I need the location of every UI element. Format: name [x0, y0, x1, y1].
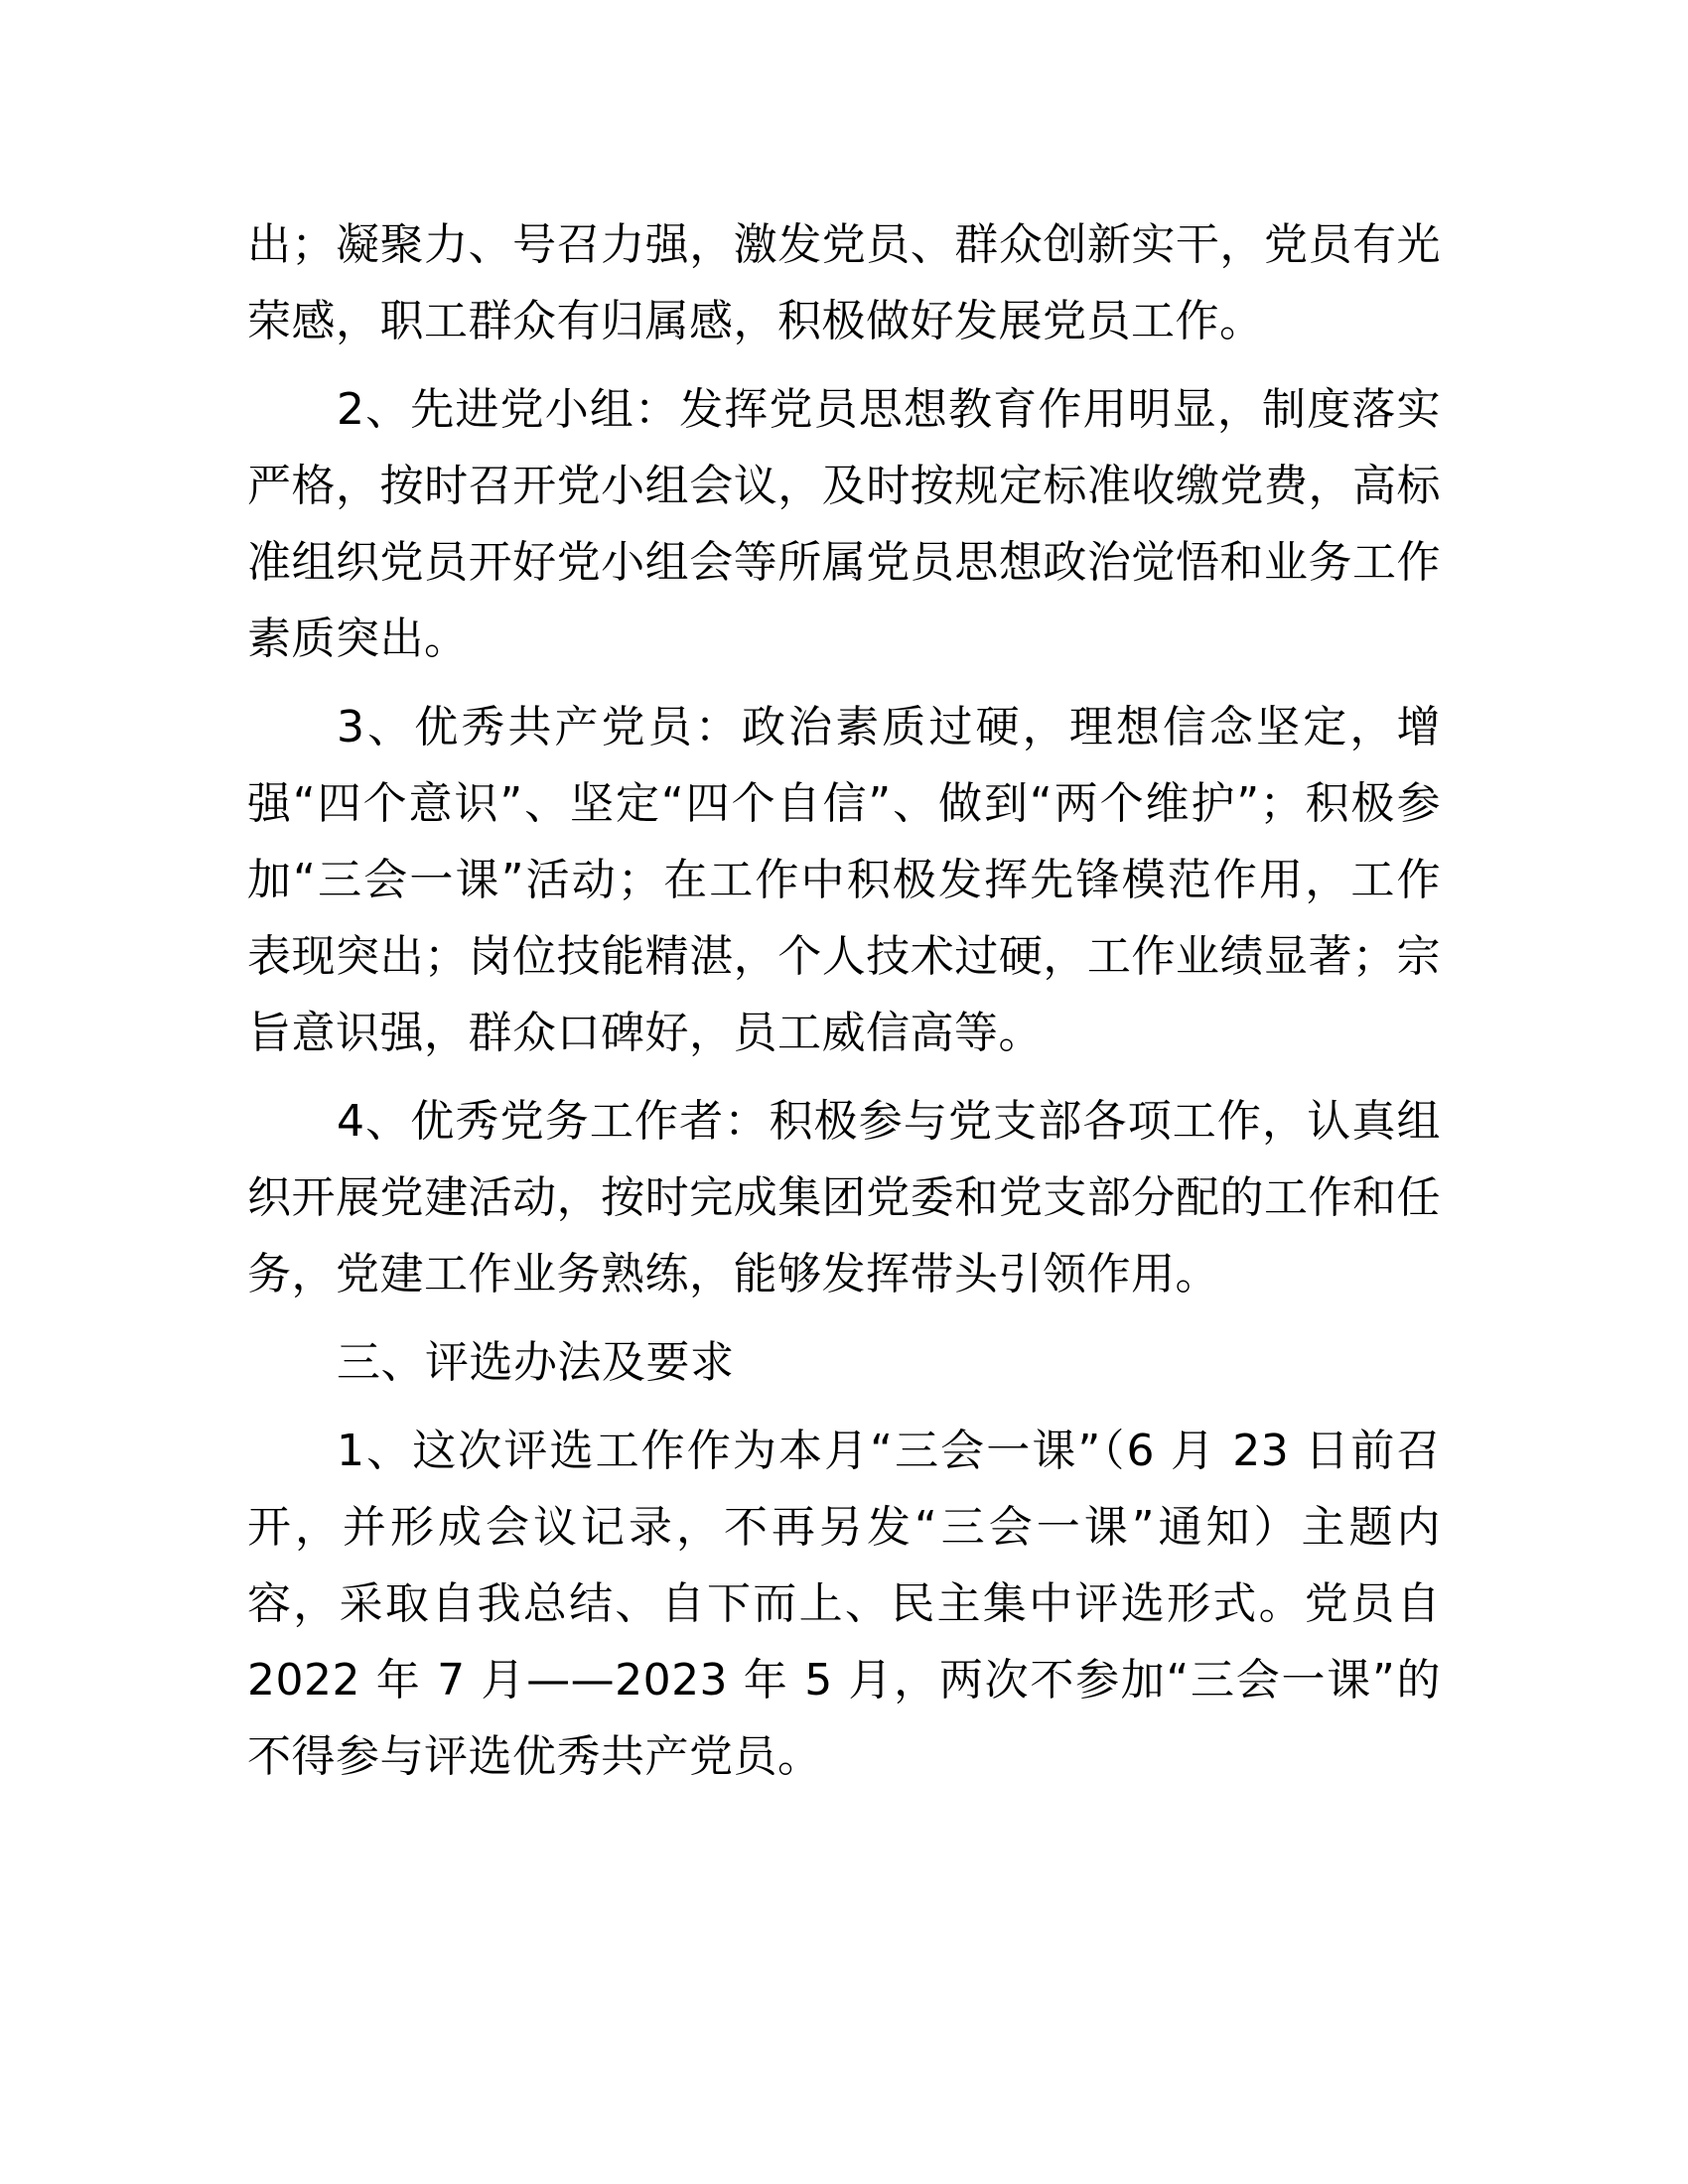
- document-body: [247, 206, 1441, 1807]
- section-heading-selection-method: 三、评选办法及要求: [337, 1337, 735, 1388]
- paragraph-continuation: 出；凝聚力、号召力强，激发党员、群众创新实干，党员有光荣感，职工群众有归属感，积极做好发展党员工作。: [247, 219, 1441, 346]
- paragraph-outstanding-party-worker: 4、优秀党务工作者：积极参与党支部各项工作，认真组织开展党建活动，按时完成集团党委和党支部分配的工作和任务，党建工作业务熟练，能够发挥带头引领作用。: [247, 1096, 1441, 1299]
- paragraph-selection-requirements: 1、这次评选工作作为本月“三会一课”（6 月 23 日前召开，并形成会议记录，不再另发“三会一课”通知）主题内容，采取自我总结、自下而上、民主集中评选形式。党员自 2022 年 7 月——2023 年 5 月，两次不参加“三会一课”的不得参与评选优秀共产党员。: [247, 1426, 1441, 1782]
- paragraph-outstanding-party-member: 3、优秀共产党员：政治素质过硬，理想信念坚定，增强“四个意识”、坚定“四个自信”、做到“两个维护”；积极参加“三会一课”活动；在工作中积极发挥先锋模范作用，工作表现突出；岗位技能精湛，个人技术过硬，工作业绩显著；宗旨意识强，群众口碑好，员工威信高等。: [247, 702, 1441, 1058]
- paragraph-advanced-party-group: 2、先进党小组：发挥党员思想教育作用明显，制度落实严格，按时召开党小组会议，及时按规定标准收缴党费，高标准组织党员开好党小组会等所属党员思想政治觉悟和业务工作素质突出。: [247, 384, 1441, 664]
